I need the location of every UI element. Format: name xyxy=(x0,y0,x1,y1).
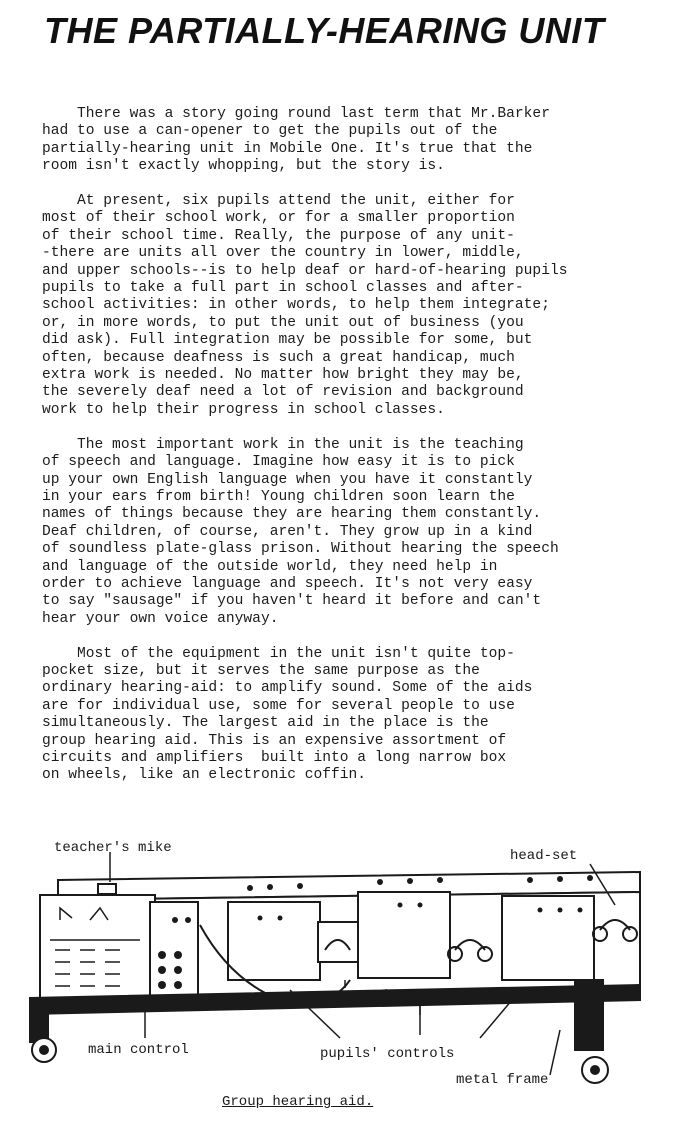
text-line: group hearing aid. This is an expensive assortment of xyxy=(42,732,507,749)
teachers-mike xyxy=(98,884,116,894)
text-line: the severely deaf need a lot of revision and background xyxy=(42,384,524,401)
text-line: hear your own voice anyway. xyxy=(42,610,279,627)
text-line: circuits and amplifiers built into a long narrow box xyxy=(42,749,507,766)
text-line: school activities: in other words, to help them integrate; xyxy=(42,297,550,314)
group-hearing-aid-figure xyxy=(0,830,700,1129)
text-line: ordinary hearing-aid: to amplify sound. Some of the aids xyxy=(42,680,533,697)
frame-leg-right xyxy=(575,980,603,1050)
wheel-left-hub xyxy=(40,1046,48,1054)
label-main-control: main control xyxy=(88,1042,189,1058)
paragraph-2 xyxy=(42,193,662,419)
text-line: had to use a can-opener to get the pupils out of the xyxy=(42,123,498,140)
text-line: in your ears from birth! Young children soon learn the xyxy=(42,488,515,505)
text-line: and language of the outside world, they need help in xyxy=(42,558,498,575)
text-line: partially-hearing unit in Mobile One. It's true that the xyxy=(42,140,533,157)
text-line: pocket size, but it serves the same purpose as the xyxy=(42,662,480,679)
label-head-set: head-set xyxy=(510,848,578,864)
sound-meter-box xyxy=(318,922,358,962)
control-buttons-panel xyxy=(150,902,198,1002)
text-line: There was a story going round last term that Mr.Barker xyxy=(42,106,550,122)
text-line: of their school time. Really, the purpose of any unit- xyxy=(42,227,515,244)
page-title: THE PARTIALLY-HEARING UNIT xyxy=(44,10,605,51)
text-line: At present, six pupils attend the unit, either for xyxy=(42,193,515,210)
pupil-unit-1 xyxy=(228,902,320,980)
pupil-unit-2 xyxy=(358,892,450,978)
text-line: to say "sausage" if you haven't heard it before and can't xyxy=(42,593,542,610)
text-line: The most important work in the unit is the teaching xyxy=(42,436,524,453)
paragraph-3 xyxy=(42,437,662,628)
text-line: -there are units all over the country in lower, middle, xyxy=(42,245,524,262)
text-line: Most of the equipment in the unit isn't quite top- xyxy=(42,645,515,662)
hearing-aid-illustration xyxy=(0,830,700,1129)
text-line: pupils to take a full part in school classes and after- xyxy=(42,280,524,297)
text-line: and upper schools--is to help deaf or hard-of-hearing pupils xyxy=(42,262,568,279)
text-line: work to help their progress in school classes. xyxy=(42,401,445,418)
text-line: simultaneously. The largest aid in the place is the xyxy=(42,715,489,732)
text-line: often, because deafness is such a great handicap, much xyxy=(42,349,515,366)
article-body xyxy=(42,106,662,802)
text-line: most of their school work, or for a smaller proportion xyxy=(42,210,515,227)
paragraph-4 xyxy=(42,646,662,785)
text-line: room isn't exactly whopping, but the story is. xyxy=(42,158,445,175)
text-line: names of things because they are hearing them constantly. xyxy=(42,506,542,523)
text-line: Deaf children, of course, aren't. They grow up in a kind xyxy=(42,523,533,540)
text-line: extra work is needed. No matter how bright they may be, xyxy=(42,367,524,384)
text-line: of speech and language. Imagine how easy it is to pick xyxy=(42,454,515,471)
text-line: on wheels, like an electronic coffin. xyxy=(42,767,367,784)
figure-caption: Group hearing aid. xyxy=(222,1094,374,1110)
label-sound-meter: sound-meter xyxy=(346,988,439,1004)
label-pupils-controls: pupils' controls xyxy=(320,1046,455,1062)
text-line: of soundless plate-glass prison. Without hearing the speech xyxy=(42,541,559,558)
label-teachers-mike: teacher's mike xyxy=(54,840,172,856)
text-line: did ask). Full integration may be possible for some, but xyxy=(42,332,533,349)
text-line: up your own English language when you have it constantly xyxy=(42,471,533,488)
text-line: are for individual use, some for several people to use xyxy=(42,697,515,714)
text-line: or, in more words, to put the unit out of business (you xyxy=(42,314,524,331)
label-metal-frame: metal frame xyxy=(456,1072,549,1088)
wheel-right-hub xyxy=(591,1066,599,1074)
paragraph-1 xyxy=(42,106,662,176)
frame-leg-left xyxy=(30,1000,48,1042)
text-line: order to achieve language and speech. It's not very easy xyxy=(42,575,533,592)
